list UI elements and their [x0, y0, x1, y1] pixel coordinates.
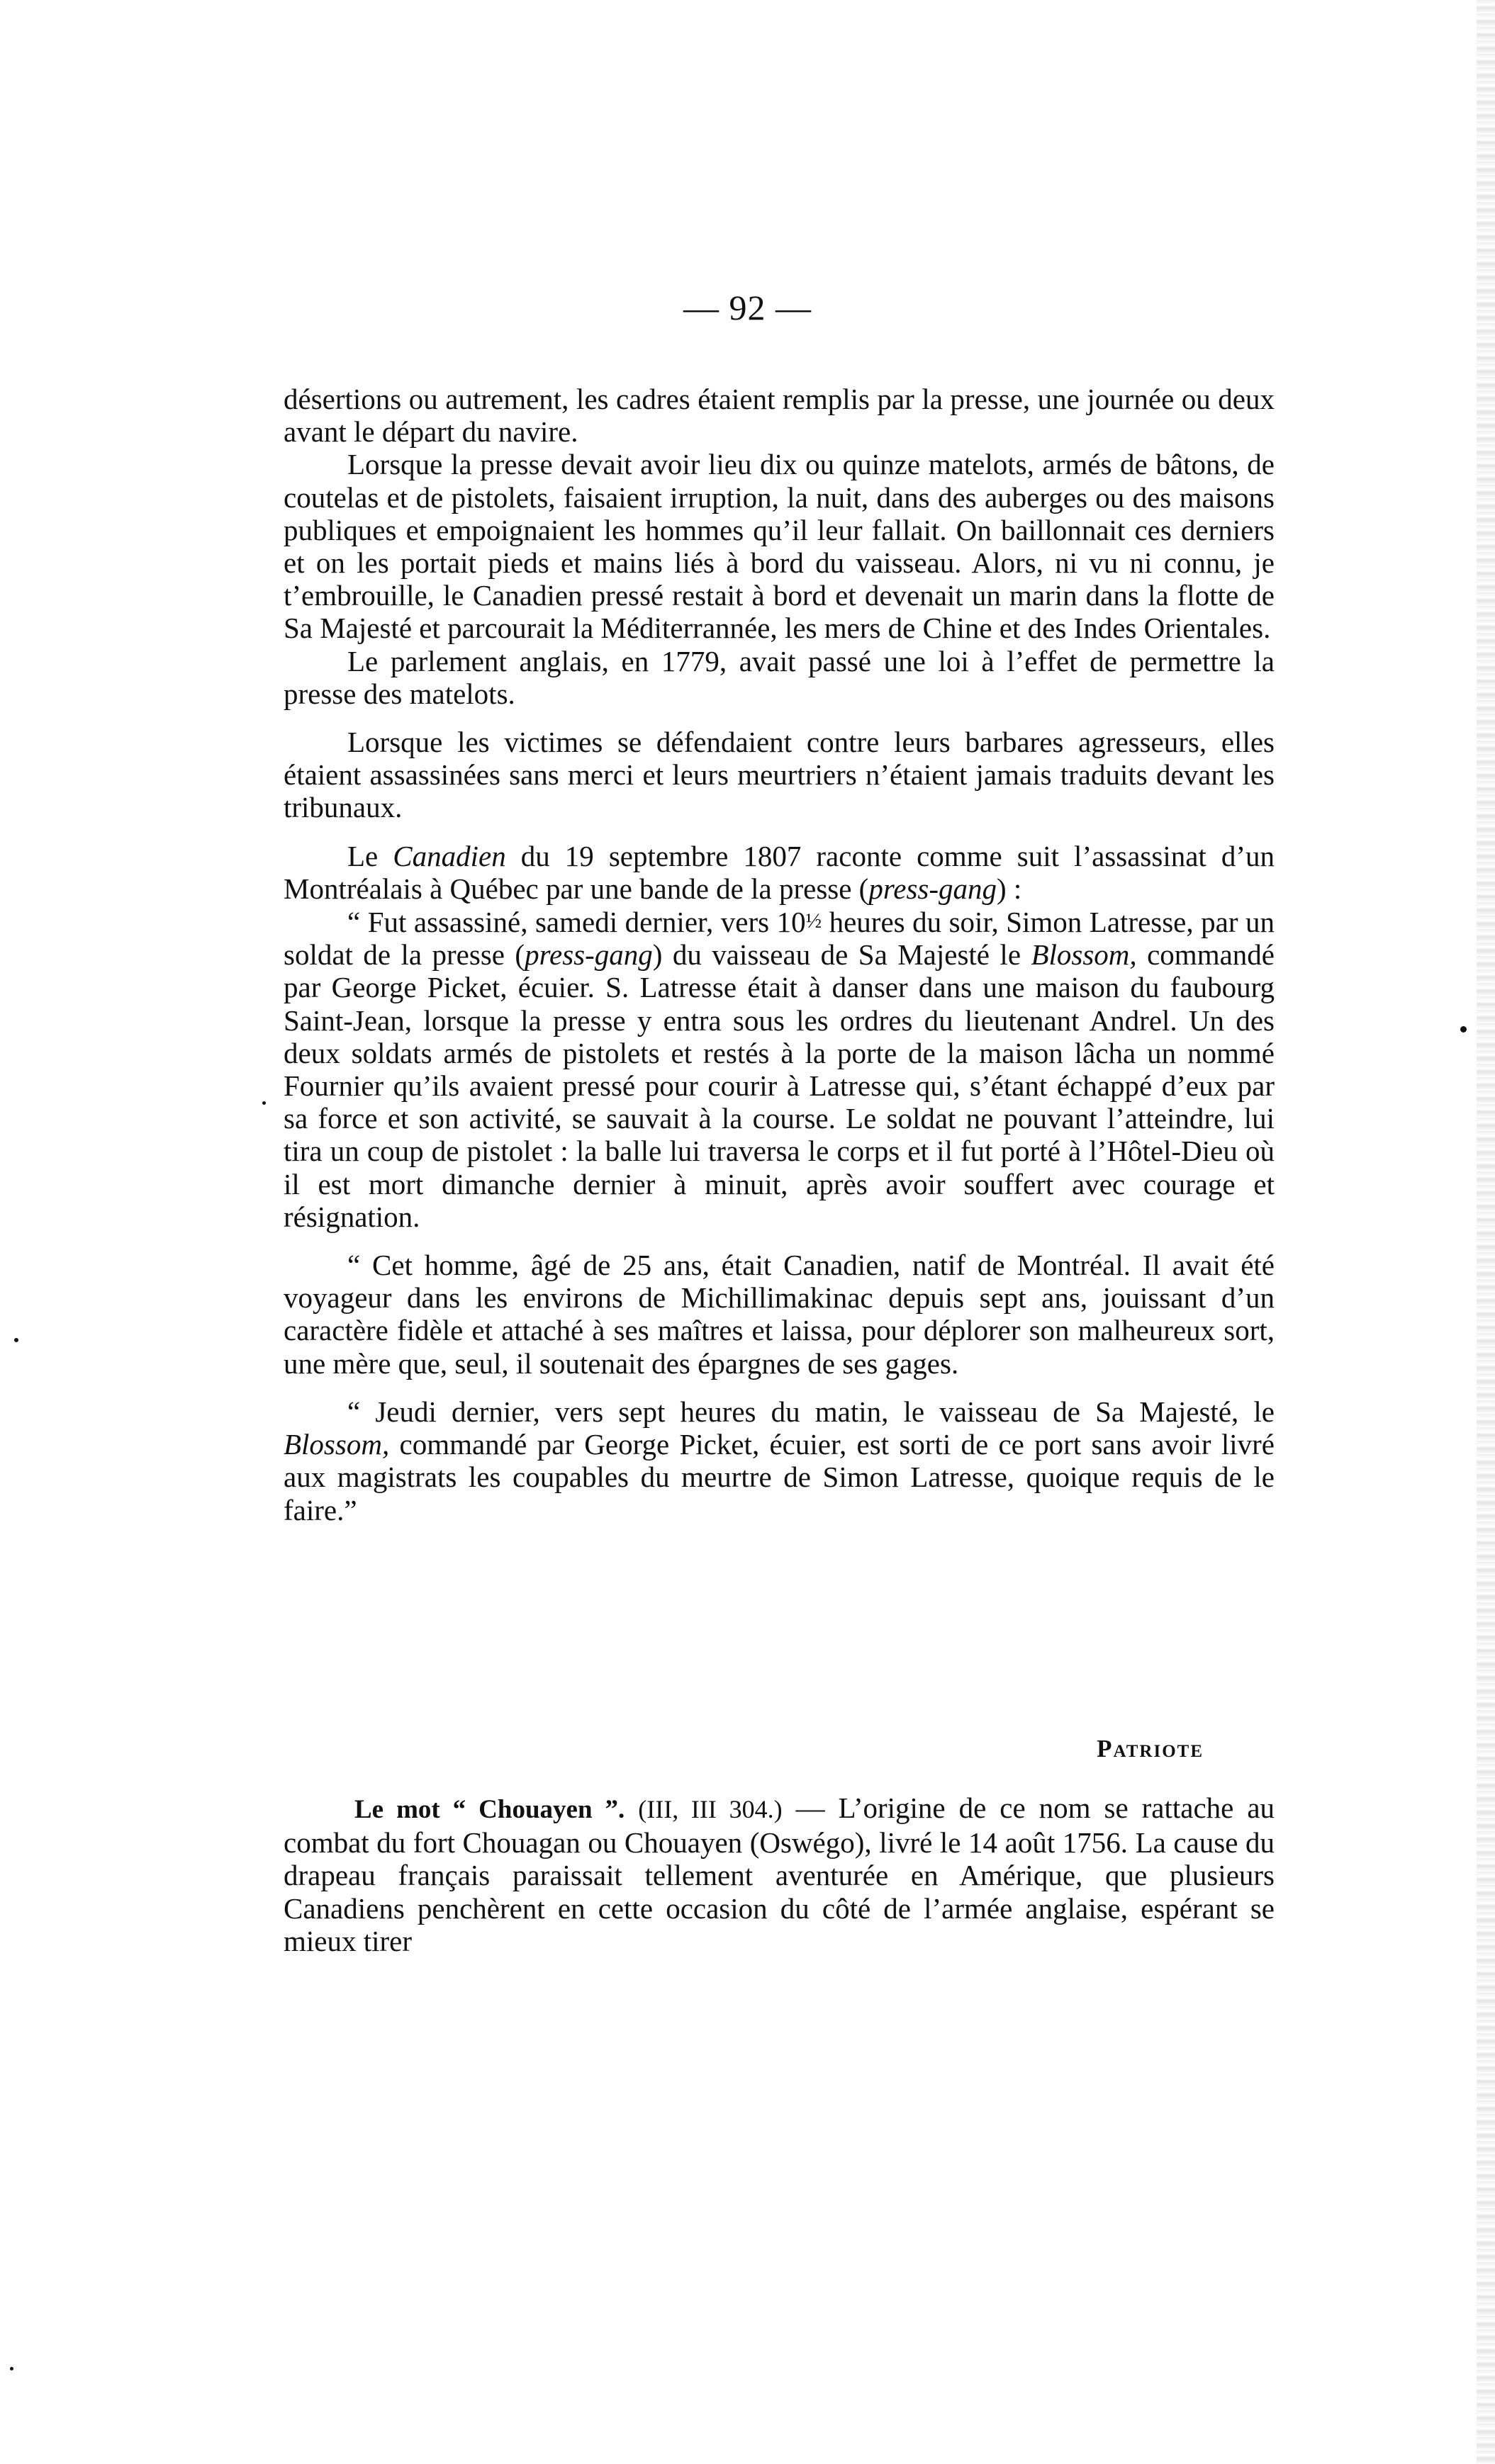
paragraph-p1 — [284, 383, 1275, 448]
text-run: du 19 septembre 1807 raconte comme suit l’assassinat d’un Montréalais à Québec par une bande de la presse ( — [284, 839, 1275, 905]
text-run: ) du vaisseau de Sa Majesté le — [652, 938, 1031, 972]
section-heading: Le mot “ Chouayen ”. — [354, 1795, 625, 1824]
paragraph-p2 — [284, 448, 1275, 644]
scan-speck — [262, 1101, 266, 1105]
italic-text: Canadien — [393, 839, 506, 872]
italic-text: Blossom, — [284, 1428, 390, 1461]
scan-speck — [10, 2367, 13, 2370]
section-text: — L’origine de ce nom se rattache au combat du fort Chouagan ou Chouayen (Oswégo), livré le 14 août 1756. La cause du drapeau français paraissait tellement aventurée en Amérique, que plusieurs Canadiens penchèrent en cette occasion du côté de l’armée anglaise, espérant se mieux tirer — [284, 1791, 1275, 1957]
text-run: Lorsque les victimes se défendaient contre leurs barbares agresseurs, elles étaient assassinées sans merci et leurs meurtriers n’étaient jamais traduits devant les tribunaux. — [284, 726, 1275, 824]
text-run: Le parlement anglais, en 1779, avait passé une loi à l’effet de permettre la presse des matelots. — [284, 644, 1275, 710]
text-run: ) : — [997, 872, 1022, 905]
section-entry — [284, 1791, 1275, 1957]
text-run: “ Cet homme, âgé de 25 ans, était Canadien, natif de Montréal. Il avait été voyageur dans les environs de Michillimakinac depuis sept ans, jouissant d’un caractère fidèle et attaché à ses maîtres et laissa, pour déplorer son malheureux sort, une mère que, seul, il soutenait des épargnes de ses gages. — [284, 1249, 1275, 1380]
section-reference: (III, III 304.) — [638, 1795, 783, 1823]
text-run: ½ — [805, 909, 822, 933]
text-run: désertions ou autrement, les cadres étaient remplis par la presse, une journée ou deux avant le départ du navire. — [284, 383, 1275, 449]
page-number: — 92 — — [683, 288, 812, 327]
paragraph-p3 — [284, 645, 1275, 710]
paragraph-p8 — [284, 1395, 1275, 1526]
scan-speck — [1460, 1026, 1467, 1033]
italic-text: press-gang — [868, 872, 997, 905]
paragraph-p7 — [284, 1249, 1275, 1380]
body-text — [284, 383, 1275, 1526]
text-run: “ Jeudi dernier, vers sept heures du matin, le vaisseau de Sa Majesté, le — [347, 1395, 1275, 1428]
italic-text: Blossom, — [1031, 938, 1137, 972]
italic-text: press-gang — [525, 938, 653, 972]
paragraph-p4 — [284, 726, 1275, 824]
section-paragraph — [284, 1791, 1275, 1957]
text-run: Lorsque la presse devait avoir lieu dix ou quinze matelots, armés de bâtons, de coutelas et de pistolets, faisaient irruption, la nuit, dans des auberges ou des maisons publiques et empoignaient les hommes qu’il leur fallait. On baillonnait ces derniers et on les portait pieds et mains liés à bord du vaisseau. Alors, ni vu ni connu, je t’embrouille, le Canadien pressé restait à bord et devenait un marin dans la flotte de Sa Majesté et parcourait la Méditerrannée, les mers de Chine et des Indes Orientales. — [284, 448, 1275, 645]
scan-speck — [14, 1338, 18, 1342]
signature: Patriote — [1097, 1735, 1204, 1762]
paragraph-p5 — [284, 840, 1275, 905]
text-run: “ Fut assassiné, samedi dernier, vers 10 — [347, 906, 806, 939]
text-run: commandé par George Picket, écuier. S. Latresse était à danser dans une maison du faubourg Saint-Jean, lorsque la presse y entra sous les ordres du lieutenant Andrel. Un des deux soldats armés de pistolets et restés à la porte de la maison lâcha un nommé Fournier qu’ils avaient pressé pour courir à Latresse qui, s’étant échappé d’eux par sa force et son activité, se sauvait à la course. Le soldat ne pouvant l’atteindre, lui tira un coup de pistolet : la balle lui traversa le corps et il fut porté à l’Hôtel-Dieu où il est mort dimanche dernier à minuit, après avoir souffert avec courage et résignation. — [284, 938, 1275, 1233]
text-run: Le — [347, 839, 393, 872]
paragraph-p6 — [284, 905, 1275, 1233]
scan-edge-texture — [1477, 0, 1495, 2464]
text-run: commandé par George Picket, écuier, est sorti de ce port sans avoir livré aux magistrats les coupables du meurtre de Simon Latresse, quoique requis de le faire.” — [284, 1428, 1275, 1526]
text-run: heures du soir, Simon Latresse, par un soldat de la presse ( — [284, 906, 1275, 972]
